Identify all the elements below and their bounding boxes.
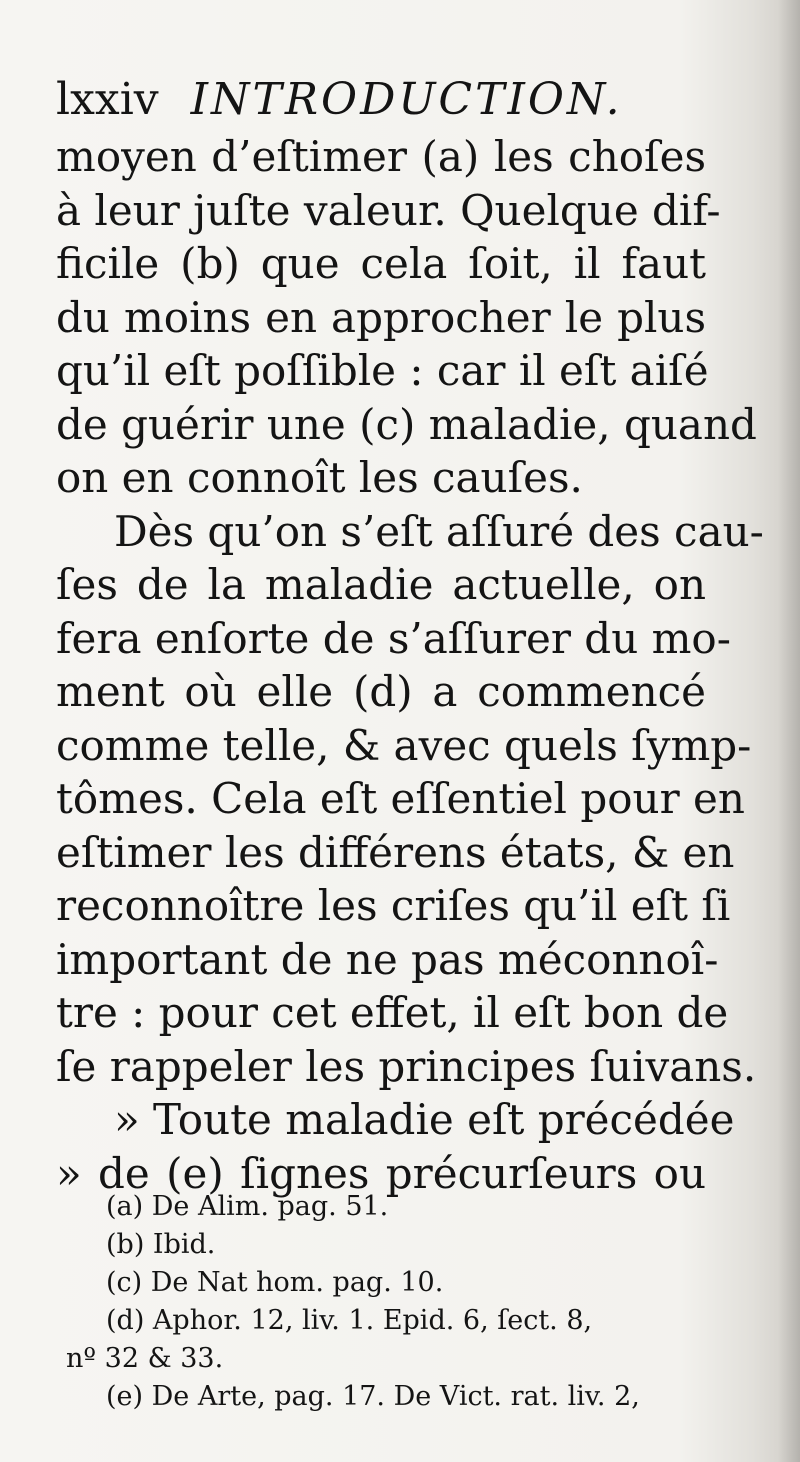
footnote-d-continued: nº 32 & 33. [66, 1343, 224, 1374]
text-line: ment où elle (d) a commencé [56, 667, 706, 716]
text-line: tômes. Cela eſt eſſentiel pour en [56, 774, 745, 823]
paragraph-start-line: Dès qu’on s’eſt aſſuré des cau- [114, 506, 764, 556]
text-line: fera enſorte de s’aſſurer du mo- [56, 613, 731, 663]
footnote-e: (e) De Arte, pag. 17. De Vict. rat. liv. 2, [106, 1381, 640, 1412]
text-line: qu’il eſt poſſible : car il eſt aiſé [56, 346, 709, 395]
text-line: on en connoît les cauſes. [56, 453, 583, 502]
text-line: du moins en approcher le plus [56, 292, 706, 342]
text-line: » de (e) ſignes précurſeurs ou [56, 1148, 706, 1198]
text-line: ſe rappeler les principes ſuivans. [56, 1041, 757, 1091]
text-line: à leur juſte valeur. Quelque dif- [56, 185, 721, 235]
text-line: important de ne pas méconnoî- [56, 934, 719, 984]
text-line: moyen d’eſtimer (a) les choſes [56, 132, 706, 181]
footnote-c: (c) De Nat hom. pag. 10. [106, 1267, 444, 1298]
text-line: de guérir une (c) maladie, quand [56, 399, 757, 449]
text-line: reconnoître les criſes qu’il eſt ſi [56, 881, 731, 930]
text-line: ficile (b) que cela ſoit, il faut [56, 239, 706, 288]
text-line: tre : pour cet effet, il eſt bon de [56, 988, 729, 1037]
footnote-b: (b) Ibid. [106, 1229, 216, 1260]
text-line: comme telle, & avec quels ſymp- [56, 720, 752, 770]
footnote-a: (a) De Alim. pag. 51. [106, 1191, 389, 1222]
page-edge-shadow [778, 0, 800, 1462]
footnote-d: (d) Aphor. 12, liv. 1. Epid. 6, ſect. 8, [106, 1305, 593, 1336]
quote-start-line: » Toute maladie eſt précédée [114, 1095, 735, 1144]
page-number: lxxiv [56, 74, 159, 125]
running-title: INTRODUCTION. [190, 74, 623, 125]
page-header [56, 70, 716, 130]
footnotes [62, 1188, 722, 1416]
body-text [56, 130, 764, 1200]
text-line: eſtimer les différens états, & en [56, 827, 735, 877]
text-line: ſes de la maladie actuelle, on [56, 560, 706, 609]
